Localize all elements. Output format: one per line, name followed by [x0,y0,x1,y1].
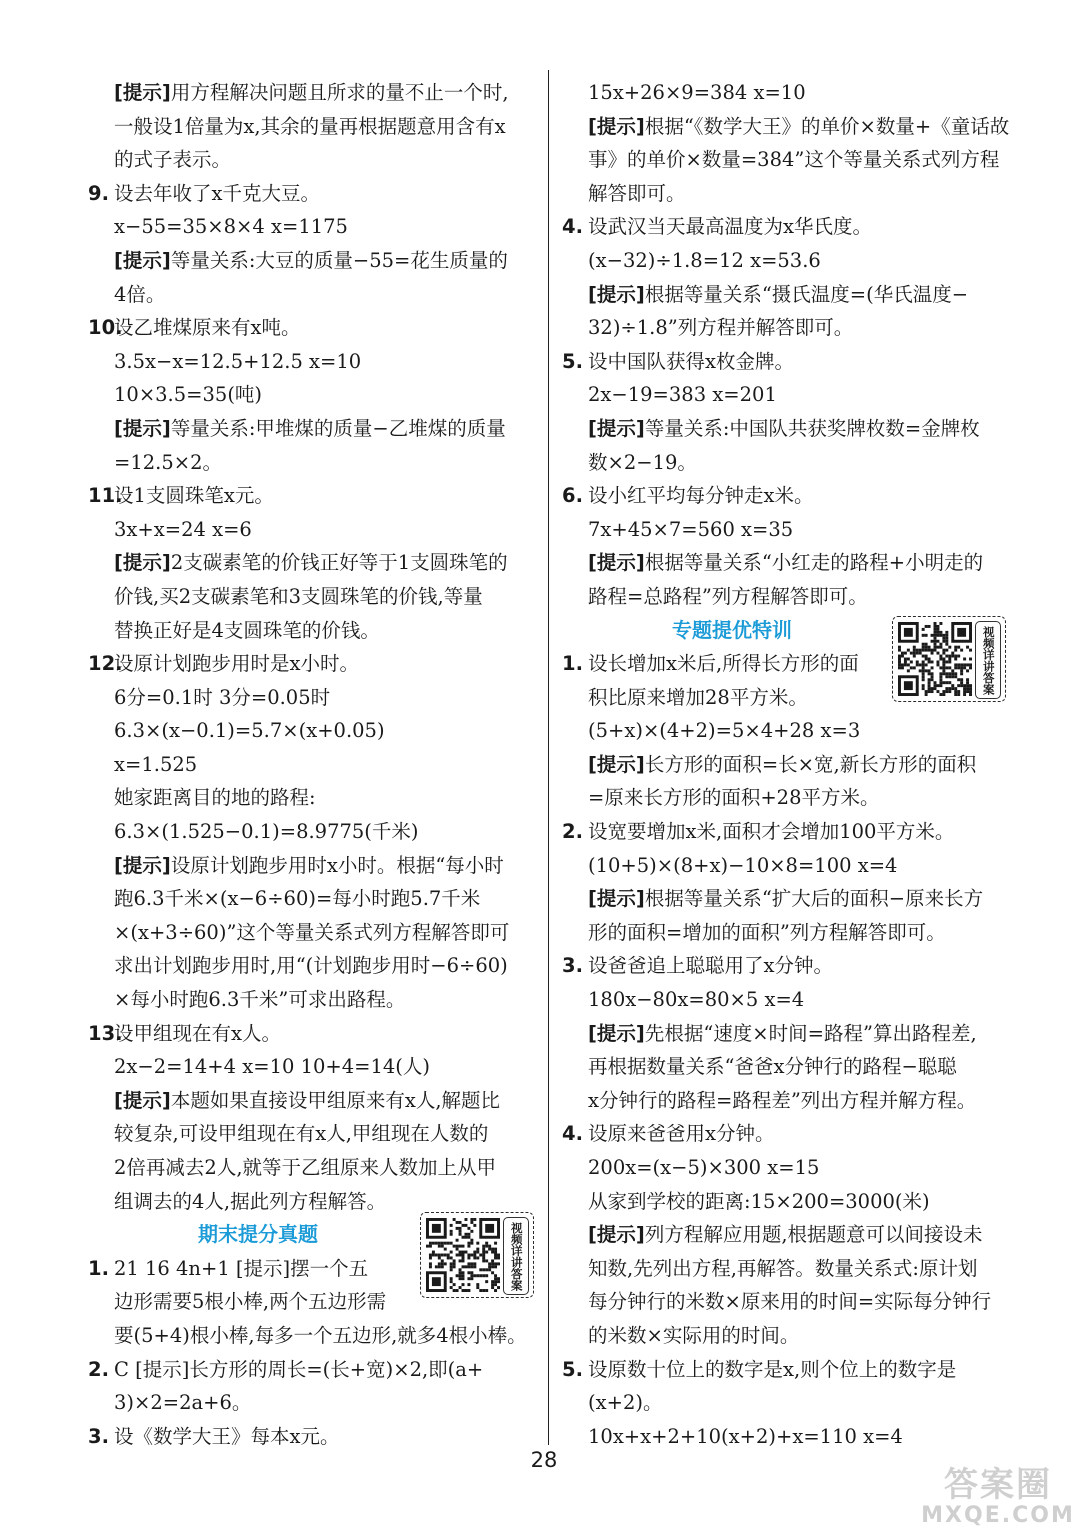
question-line [562,345,1012,379]
hint-line: [提示]等量关系:大豆的质量−55=花生质量的 [114,248,508,272]
question-number: 5. [562,1357,583,1381]
hint-line: [提示]先根据“速度×时间=路程”算出路程差, [588,1021,977,1045]
hint-tag: [提示] [114,248,171,272]
answer-line: 10×3.5=35(吨) [114,383,263,407]
answer-line: ×(x+3÷60)”这个等量关系式列方程解答即可 [114,920,510,944]
column-divider [548,70,549,1445]
answer-line: 解答即可。 [588,181,686,205]
video-answer-qr-box[interactable] [892,616,1006,702]
answer-line: 数×2−19。 [588,450,697,474]
question-number: 10. [88,316,123,340]
question-line [88,479,538,513]
question-text: 设原计划跑步用时是x小时。 [114,652,359,676]
watermark-url: MXQE.COM [921,1503,1075,1528]
answer-line: 2倍再减去2人,就等于乙组原来人数加上从甲 [114,1156,497,1179]
answer-line: 要(5+4)根小棒,每多一个五边形,就多4根小棒。 [114,1323,527,1347]
question-line [88,311,538,345]
watermark-text: 答案圈 [944,1465,1052,1505]
answer-line: 180x−80x=80×5 x=4 [588,988,805,1012]
question-number: 1. [562,652,583,676]
question-line [562,1117,1012,1151]
answer-line: =12.5×2。 [114,450,223,474]
hint-line: [提示]等量关系:中国队共获奖牌枚数=金牌枚 [588,416,980,440]
question-number: 11. [88,484,123,508]
hint-line: [提示]用方程解决问题且所求的量不止一个时, [114,81,509,104]
answer-line: 积比原来增加28平方米。 [588,685,808,709]
answer-line: 的米数×实际用的时间。 [588,1323,800,1347]
question-text: 设小红平均每分钟走x米。 [588,484,814,508]
question-number: 2. [88,1357,109,1381]
answer-line: 知数,先列出方程,再解答。数量关系式:原计划 [588,1256,978,1280]
answer-line: 3)×2=2a+6。 [114,1391,252,1415]
question-text: 设宽要增加x米,面积才会增加100平方米。 [588,820,955,844]
answer-line: 路程=总路程”列方程解答即可。 [588,584,868,608]
answer-line: 的式子表示。 [114,148,232,172]
hint-line: [提示]等量关系:甲堆煤的质量−乙堆煤的质量 [114,416,506,440]
answer-line: 200x=(x−5)×300 x=15 [588,1156,820,1179]
question-number: 3. [562,954,583,978]
hint-line: [提示]列方程解应用题,根据题意可以间接设未 [588,1223,983,1247]
section-title: 期末提分真题 [198,1222,318,1247]
answer-line: 7x+45×7=560 x=35 [588,517,794,541]
hint-tag: [提示] [588,416,645,440]
answer-line: 形的面积=增加的面积”列方程解答即可。 [588,920,946,944]
answer-line: 32)÷1.8”列方程并解答即可。 [588,316,854,340]
hint-tag: [提示] [588,114,645,138]
qr-label: 视频详讲答案 [975,621,1001,699]
answer-line: 求出计划跑步用时,用“(计划跑步用时−6÷60) [114,954,508,978]
answer-line: 3.5x−x=12.5+12.5 x=10 [114,349,362,373]
question-text: 设1支圆珠笔x元。 [114,484,274,508]
question-text: 21 16 4n+1 [提示]摆一个五 [114,1256,369,1280]
hint-tag: [提示] [114,1088,171,1112]
qr-code-icon[interactable] [898,622,972,696]
question-number: 2. [562,820,583,844]
hint-line: [提示]本题如果直接设甲组原来有x人,解题比 [114,1088,501,1112]
question-line [562,949,1012,983]
hint-tag: [提示] [588,1223,645,1247]
question-line [562,1353,1012,1387]
question-line [88,1017,538,1051]
hint-tag: [提示] [588,282,645,306]
question-text: 设原数十位上的数字是x,则个位上的数字是 [588,1357,957,1381]
answer-line: x分钟行的路程=路程差”列出方程并解方程。 [588,1088,977,1112]
right-column [562,76,1012,1453]
answer-line: 跑6.3千米×(x−6÷60)=每小时跑5.7千米 [114,887,481,911]
hint-tag: [提示] [588,551,645,575]
answer-line: x−55=35×8×4 x=1175 [114,215,348,239]
hint-tag: [提示] [114,416,171,440]
question-number: 5. [562,349,583,373]
question-text: 设甲组现在有x人。 [114,1021,281,1045]
answer-line: 价钱,买2支碳素笔和3支圆珠笔的价钱,等量 [114,584,483,608]
section-title: 专题提优特训 [672,617,792,642]
question-text: 设爸爸追上聪聪用了x分钟。 [588,954,833,978]
hint-tag: [提示] [114,853,171,877]
answer-line: 3x+x=24 x=6 [114,517,252,541]
question-line [88,647,538,681]
hint-line: [提示]2支碳素笔的价钱正好等于1支圆珠笔的 [114,551,508,575]
question-number: 12. [88,652,123,676]
answer-line: (x+2)。 [588,1391,663,1415]
question-line [562,479,1012,513]
answer-line: 2x−2=14+4 x=10 10+4=14(人) [114,1055,431,1079]
video-answer-qr-box[interactable] [420,1212,534,1298]
answer-line: (5+x)×(4+2)=5×4+28 x=3 [588,719,861,743]
answer-line: 她家距离目的地的路程: [114,786,316,810]
answer-line: =原来长方形的面积+28平方米。 [588,786,880,810]
answer-line: (x−32)÷1.8=12 x=53.6 [588,248,821,272]
question-number: 13. [88,1021,123,1045]
answer-line: ×每小时跑6.3千米”可求出路程。 [114,988,406,1012]
answer-line: (10+5)×(8+x)−10×8=100 x=4 [588,853,898,877]
question-text: 设武汉当天最高温度为x华氏度。 [588,215,872,239]
answer-line: 10x+x+2+10(x+2)+x=110 x=4 [588,1424,903,1448]
hint-line: [提示]设原计划跑步用时x小时。根据“每小时 [114,853,504,877]
question-number: 4. [562,1122,583,1146]
answer-line: 6分=0.1时 3分=0.05时 [114,685,331,709]
answer-line: 组调去的4人,据此列方程解答。 [114,1189,387,1213]
question-number: 3. [88,1424,109,1448]
question-line [88,1353,538,1387]
answer-line: 15x+26×9=384 x=10 [588,81,806,104]
page-number: 28 [530,1448,558,1472]
hint-tag: [提示] [588,1021,645,1045]
hint-line: [提示]根据等量关系“扩大后的面积−原来长方 [588,887,984,911]
answer-line: 边形需要5根小棒,两个五边形需 [114,1290,387,1314]
hint-tag: [提示] [114,551,171,575]
qr-label: 视频详讲答案 [503,1217,529,1295]
answer-line: 每分钟行的米数×原来用的时间=实际每分钟行 [588,1290,992,1314]
answer-line: 事》的单价×数量=384”这个等量关系式列方程 [588,148,1000,172]
answer-line: 一般设1倍量为x,其余的量再根据题意用含有x [114,114,506,138]
question-text: 设中国队获得x枚金牌。 [588,349,794,373]
answer-line: 2x−19=383 x=201 [588,383,777,407]
answer-line: 替换正好是4支圆珠笔的价钱。 [114,618,380,642]
hint-line: [提示]根据等量关系“摄氏温度=(华氏温度− [588,282,969,306]
question-line [562,210,1012,244]
answer-line: 6.3×(1.525−0.1)=8.9775(千米) [114,820,419,844]
answer-line: 从家到学校的距离:15×200=3000(米) [588,1189,930,1213]
question-line [88,177,538,211]
hint-line: [提示]根据等量关系“小红走的路程+小明走的 [588,551,984,575]
question-text: 设乙堆煤原来有x吨。 [114,316,301,340]
hint-line: [提示]根据“《数学大王》的单价×数量+《童话故 [588,114,1010,138]
watermark-logo [918,1466,1078,1530]
hint-line: [提示]长方形的面积=长×宽,新长方形的面积 [588,752,977,776]
question-number: 4. [562,215,583,239]
hint-tag: [提示] [588,752,645,776]
question-line [562,815,1012,849]
answer-line: x=1.525 [114,752,198,776]
answer-line: 再根据数量关系“爸爸x分钟行的路程−聪聪 [588,1055,957,1079]
hint-tag: [提示] [588,887,645,911]
question-number: 6. [562,484,583,508]
answer-line: 6.3×(x−0.1)=5.7×(x+0.05) [114,719,385,743]
question-text: 设《数学大王》每本x元。 [114,1424,340,1448]
answer-line: 4倍。 [114,282,166,306]
question-text: 设原来爸爸用x分钟。 [588,1122,775,1146]
question-number: 1. [88,1256,109,1280]
question-number: 9. [88,181,109,205]
hint-tag: [提示] [114,81,171,104]
question-text: 设长增加x米后,所得长方形的面 [588,652,859,676]
answer-line: 较复杂,可设甲组现在有x人,甲组现在人数的 [114,1122,489,1146]
question-text: 设去年收了x千克大豆。 [114,181,320,205]
question-text: C [提示]长方形的周长=(长+宽)×2,即(a+ [114,1357,484,1381]
qr-code-icon[interactable] [426,1218,500,1292]
